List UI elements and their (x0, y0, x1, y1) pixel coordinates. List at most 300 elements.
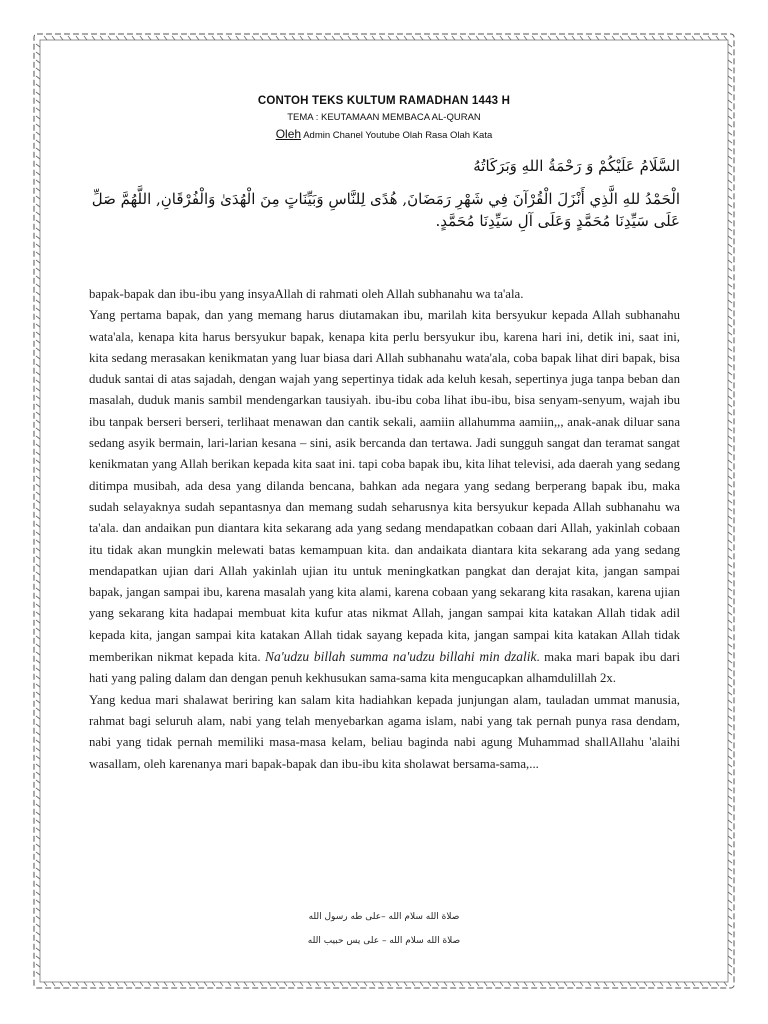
border-tick (684, 982, 687, 986)
border-tick (76, 36, 79, 40)
border-tick (244, 36, 247, 40)
border-tick (728, 340, 732, 343)
border-tick (36, 44, 40, 47)
border-tick (36, 452, 40, 455)
border-tick (156, 982, 159, 986)
border-tick (588, 982, 591, 986)
border-tick (540, 982, 543, 986)
border-tick (36, 524, 40, 527)
border-tick (728, 668, 732, 671)
border-tick (728, 468, 732, 471)
border-tick (36, 724, 40, 727)
border-tick (676, 36, 679, 40)
border-tick (728, 556, 732, 559)
border-tick (436, 982, 439, 986)
border-tick (500, 982, 503, 986)
border-tick (728, 732, 732, 735)
border-tick (36, 900, 40, 903)
border-tick (728, 836, 732, 839)
border-tick (572, 982, 575, 986)
border-tick (36, 588, 40, 591)
border-tick (484, 982, 487, 986)
border-tick (728, 948, 732, 951)
border-tick (188, 982, 191, 986)
border-tick (36, 844, 40, 847)
border-tick (36, 692, 40, 695)
border-tick (728, 852, 732, 855)
border-tick (68, 982, 71, 986)
border-tick (244, 982, 247, 986)
border-tick (340, 36, 343, 40)
border-tick (36, 820, 40, 823)
border-tick (728, 548, 732, 551)
border-tick (728, 108, 732, 111)
border-tick (36, 772, 40, 775)
border-tick (36, 596, 40, 599)
border-tick (684, 36, 687, 40)
border-tick (60, 982, 63, 986)
border-tick (728, 932, 732, 935)
border-tick (668, 36, 671, 40)
border-tick (596, 982, 599, 986)
border-tick (36, 164, 40, 167)
border-tick (728, 660, 732, 663)
border-tick (100, 982, 103, 986)
border-tick (36, 676, 40, 679)
border-tick (404, 36, 407, 40)
border-tick (692, 982, 695, 986)
border-tick (728, 620, 732, 623)
border-tick (580, 982, 583, 986)
border-tick (36, 156, 40, 159)
border-tick (728, 492, 732, 495)
border-tick (36, 828, 40, 831)
border-tick (660, 982, 663, 986)
border-tick (728, 172, 732, 175)
border-tick (728, 884, 732, 887)
border-tick (728, 452, 732, 455)
border-tick (36, 484, 40, 487)
border-tick (396, 982, 399, 986)
border-tick (36, 876, 40, 879)
border-tick (36, 436, 40, 439)
border-tick (728, 796, 732, 799)
border-tick (728, 44, 732, 47)
border-tick (728, 604, 732, 607)
border-tick (728, 820, 732, 823)
border-tick (260, 982, 263, 986)
border-tick (728, 276, 732, 279)
border-tick (396, 36, 399, 40)
border-tick (728, 516, 732, 519)
border-tick (556, 982, 559, 986)
border-tick (728, 148, 732, 151)
border-tick (212, 982, 215, 986)
border-tick (36, 332, 40, 335)
border-tick (36, 668, 40, 671)
border-tick (36, 300, 40, 303)
border-tick (36, 68, 40, 71)
border-tick (36, 868, 40, 871)
border-tick (620, 982, 623, 986)
border-tick (36, 756, 40, 759)
border-tick (36, 420, 40, 423)
border-tick (388, 36, 391, 40)
border-tick (260, 36, 263, 40)
border-tick (36, 324, 40, 327)
border-tick (36, 748, 40, 751)
border-tick (204, 982, 207, 986)
border-tick (44, 36, 47, 40)
border-tick (728, 524, 732, 527)
border-tick (36, 468, 40, 471)
border-tick (728, 356, 732, 359)
border-tick (548, 36, 551, 40)
arabic-praise: الْحَمْدُ للهِ الَّذِي أَنْزَلَ الْقُرْآنَ فِي شَهْرِ رَمَضَانَ, هُدًى لِلنَّاسِ وَبَيِّنَاتٍ مِنَ الْهُدَىٰ وَالْفُرْقَانِ, اللَّهُمَّ صَلِّ عَلَى سَيِّدِنَا مُحَمَّدٍ وَعَلَى آلِ سَيِّدِنَا مُحَمَّدٍ. (91, 190, 680, 230)
border-tick (36, 260, 40, 263)
border-tick (388, 982, 391, 986)
border-tick (36, 604, 40, 607)
border-tick (728, 500, 732, 503)
border-tick (728, 780, 732, 783)
border-tick (628, 982, 631, 986)
border-tick (728, 844, 732, 847)
border-tick (728, 388, 732, 391)
border-tick (52, 982, 55, 986)
border-tick (196, 36, 199, 40)
border-tick (36, 460, 40, 463)
border-tick (36, 924, 40, 927)
border-tick (728, 692, 732, 695)
border-tick (332, 982, 335, 986)
border-tick (132, 36, 135, 40)
border-tick (36, 404, 40, 407)
border-tick (36, 532, 40, 535)
border-tick (300, 982, 303, 986)
border-tick (196, 982, 199, 986)
border-tick (36, 52, 40, 55)
border-tick (728, 444, 732, 447)
border-tick (180, 36, 183, 40)
border-tick (484, 36, 487, 40)
border-tick (324, 36, 327, 40)
border-tick (728, 764, 732, 767)
border-tick (36, 340, 40, 343)
border-tick (36, 812, 40, 815)
border-tick (636, 982, 639, 986)
border-tick (180, 982, 183, 986)
border-tick (36, 788, 40, 791)
border-tick (728, 164, 732, 167)
border-tick (172, 982, 175, 986)
border-tick (36, 108, 40, 111)
border-tick (728, 212, 732, 215)
border-tick (728, 292, 732, 295)
border-tick (532, 982, 535, 986)
border-tick (36, 228, 40, 231)
border-tick (52, 36, 55, 40)
border-tick (728, 220, 732, 223)
border-tick (724, 36, 727, 40)
border-tick (36, 540, 40, 543)
border-tick (452, 982, 455, 986)
border-tick (276, 982, 279, 986)
border-tick (524, 36, 527, 40)
border-tick (36, 948, 40, 951)
border-tick (644, 36, 647, 40)
border-tick (532, 36, 535, 40)
border-tick (728, 60, 732, 63)
border-tick (444, 36, 447, 40)
border-tick (172, 36, 175, 40)
border-tick (444, 982, 447, 986)
border-tick (116, 982, 119, 986)
border-tick (92, 982, 95, 986)
border-tick (36, 572, 40, 575)
border-tick (412, 982, 415, 986)
border-tick (316, 36, 319, 40)
border-tick (36, 892, 40, 895)
border-tick (36, 556, 40, 559)
border-tick (564, 982, 567, 986)
italic-phrase: Na'udzu billah summa na'udzu billahi min dzalik (265, 649, 537, 665)
border-tick (36, 220, 40, 223)
border-tick (612, 982, 615, 986)
border-tick (36, 764, 40, 767)
border-tick (580, 36, 583, 40)
arabic-greeting: السَّلَامُ عَلَيْكُمْ وَ رَحْمَةُ اللهِ وَبَرَكَاتُهُ (473, 157, 680, 175)
border-tick (468, 36, 471, 40)
border-tick (728, 244, 732, 247)
border-tick (308, 982, 311, 986)
border-tick (36, 644, 40, 647)
border-tick (652, 36, 655, 40)
border-tick (728, 476, 732, 479)
border-tick (728, 684, 732, 687)
border-tick (36, 740, 40, 743)
border-tick (36, 188, 40, 191)
document-author (0, 127, 768, 141)
border-tick (728, 324, 732, 327)
document-theme: TEMA : KEUTAMAAN MEMBACA AL-QURAN (287, 112, 481, 123)
border-tick (728, 924, 732, 927)
border-tick (36, 564, 40, 567)
border-tick (516, 982, 519, 986)
border-tick (728, 316, 732, 319)
border-tick (36, 956, 40, 959)
border-tick (728, 828, 732, 831)
border-tick (728, 428, 732, 431)
border-tick (668, 982, 671, 986)
border-tick (728, 956, 732, 959)
border-tick (36, 292, 40, 295)
border-tick (36, 652, 40, 655)
border-tick (716, 36, 719, 40)
border-tick (728, 748, 732, 751)
border-tick (36, 372, 40, 375)
border-tick (728, 972, 732, 975)
border-tick (308, 36, 311, 40)
border-tick (164, 36, 167, 40)
border-tick (548, 982, 551, 986)
border-tick (348, 36, 351, 40)
border-tick (516, 36, 519, 40)
author-value: Admin Chanel Youtube Olah Rasa Olah Kata (301, 130, 493, 141)
border-tick (728, 772, 732, 775)
border-tick (36, 196, 40, 199)
border-tick (36, 180, 40, 183)
border-tick (356, 36, 359, 40)
border-tick (36, 396, 40, 399)
border-tick (728, 252, 732, 255)
border-tick (508, 982, 511, 986)
body-text (89, 284, 680, 775)
border-tick (708, 982, 711, 986)
border-tick (476, 982, 479, 986)
border-tick (36, 364, 40, 367)
border-tick (124, 982, 127, 986)
border-tick (728, 908, 732, 911)
salawat-line-2: صلاة الله سلام الله – على يس حبيب الله (307, 936, 461, 946)
border-tick (36, 428, 40, 431)
border-tick (728, 52, 732, 55)
border-tick (148, 982, 151, 986)
border-tick (36, 684, 40, 687)
border-tick (728, 508, 732, 511)
border-tick (700, 36, 703, 40)
paragraph-opening: bapak-bapak dan ibu-ibu yang insyaAllah di rahmati oleh Allah subhanahu wa ta'ala. (89, 287, 524, 301)
border-tick (420, 36, 423, 40)
border-tick (36, 780, 40, 783)
author-label: Oleh (275, 127, 302, 141)
border-tick (588, 36, 591, 40)
border-tick (380, 36, 383, 40)
border-tick (728, 644, 732, 647)
border-tick (724, 982, 727, 986)
border-tick (728, 204, 732, 207)
border-tick (236, 982, 239, 986)
border-tick (728, 724, 732, 727)
border-tick (36, 412, 40, 415)
document-title: CONTOH TEKS KULTUM RAMADHAN 1443 H (257, 95, 511, 107)
salawat-line-1: صلاة الله سلام الله –على طه رسول الله (308, 912, 460, 922)
border-tick (436, 36, 439, 40)
paragraph-second-point: Yang kedua mari shalawat beriring kan salam kita hadiahkan kepada junjungan alam, tauladan ummat manusia, rahmat bagi seluruh alam, nabi yang telah menyebarkan agama islam, nabi yang tak pernah punya rasa dendam, nabi yang tidak pernah memiliki masa-masa kelam, beliau baginda nabi agung Muhammad shallAllahu 'alaihi wasallam, oleh karenanya mari bapak-bapak dan ibu-ibu kita sholawat bersama-sama,... (89, 692, 680, 771)
border-tick (36, 612, 40, 615)
border-tick (492, 36, 495, 40)
border-tick (728, 564, 732, 567)
border-tick (268, 982, 271, 986)
border-tick (228, 36, 231, 40)
border-tick (728, 412, 732, 415)
border-tick (332, 36, 335, 40)
border-tick (36, 316, 40, 319)
border-tick (36, 444, 40, 447)
border-tick (36, 252, 40, 255)
border-tick (36, 308, 40, 311)
border-tick (524, 982, 527, 986)
border-tick (628, 36, 631, 40)
border-tick (728, 860, 732, 863)
border-tick (36, 580, 40, 583)
border-tick (36, 700, 40, 703)
border-tick (564, 36, 567, 40)
border-tick (572, 36, 575, 40)
border-tick (644, 982, 647, 986)
border-tick (364, 36, 367, 40)
border-tick (36, 548, 40, 551)
border-tick (728, 812, 732, 815)
border-tick (372, 36, 375, 40)
border-tick (36, 908, 40, 911)
border-tick (728, 84, 732, 87)
border-tick (36, 860, 40, 863)
border-tick (36, 628, 40, 631)
border-tick (620, 36, 623, 40)
border-tick (728, 460, 732, 463)
border-tick (252, 36, 255, 40)
border-tick (728, 236, 732, 239)
border-tick (140, 982, 143, 986)
border-tick (500, 36, 503, 40)
border-tick (84, 982, 87, 986)
border-tick (492, 982, 495, 986)
border-tick (348, 982, 351, 986)
border-tick (728, 580, 732, 583)
border-tick (284, 36, 287, 40)
border-tick (36, 284, 40, 287)
border-tick (728, 68, 732, 71)
border-tick (412, 36, 415, 40)
border-tick (728, 436, 732, 439)
border-tick (728, 572, 732, 575)
border-tick (728, 180, 732, 183)
border-tick (476, 36, 479, 40)
border-tick (36, 884, 40, 887)
border-tick (36, 380, 40, 383)
border-tick (36, 268, 40, 271)
border-tick (728, 372, 732, 375)
border-tick (36, 636, 40, 639)
border-tick (636, 36, 639, 40)
border-tick (36, 388, 40, 391)
border-tick (124, 36, 127, 40)
border-tick (728, 628, 732, 631)
border-tick (728, 716, 732, 719)
border-tick (140, 36, 143, 40)
paragraph-first-text: Yang pertama bapak, dan yang memang harus diutamakan ibu, marilah kita bersyukur kepada Allah subhanahu wata'ala, kenapa kita harus bersyukur bapak, kenapa kita perlu bersyukur ibu, karena hari ini, detik ini, saat ini, kita sedang merasakan kenikmatan yang luar biasa dari Allah subhanahu wata'ala, coba bapak lihat diri bapak, bisa duduk santai di atas sajadah, dengan wajah yang sepertinya tidak ada keluh kesah, sepertinya juga tanpa beban dan masalah, duduk manis sambil mendengarkan tausiyah. ibu-ibu coba lihat ibu-ibu, bisa senyam-senyum, wajah ibu ibu tanpak berseri berseri, terlihaat menawan dan cantik sekali, aamiin allahumma aamiin,,, anak-anak diluar sana sedang asyik bermain, lari-larian kesana – sini, asik bercanda dan tertawa. Jadi sungguh sangat dan teramat sangat kenikmatan yang Allah berikan kepada kita saat ini. tapi coba bapak ibu, kita lihat televisi, ada daerah yang sedang ditimpa musibah, ada desa yang dilanda bencana, bahkan ada negara yang sedang berperang bapak ibu, maka sudah selayaknya sudah sepantasnya dan memang sudah seharusnya kita bersyukur kepada Allah subhanahu wa ta'ala. dan andaikan pun diantara kita sekarang ada yang sedang mendapatkan cobaan dari Allah, yakinlah cobaan itu tidak akan mungkin melewati batas kemampuan kita. dan andaikata diantara kita sekarang ada yang sedang mendapatkan ujian dari Allah yakinlah ujian itu untuk meningkatkan pangkat dan derajat kita, jangan sampai bapak, jangan sampai ibu, karena masalah yang kita alami, karena cobaan yang sekarang kita rasakan, karena ujian yang sekarang kita hadapai membuat kita kufur atas nikmat Allah, jangan sampai kita katakan Allah tidak adil kepada kita, jangan sampai kita katakan Allah tidak sayang kepada kita, jangan sampai kita katakan Allah tidak memberikan nikmat kepada kita. (89, 308, 680, 665)
border-tick (36, 348, 40, 351)
border-tick (728, 596, 732, 599)
border-tick (108, 36, 111, 40)
border-tick (276, 36, 279, 40)
border-tick (324, 982, 327, 986)
border-tick (404, 982, 407, 986)
border-tick (460, 36, 463, 40)
border-tick (728, 364, 732, 367)
border-tick (728, 708, 732, 711)
border-tick (508, 36, 511, 40)
border-tick (372, 982, 375, 986)
border-tick (728, 380, 732, 383)
border-tick (36, 76, 40, 79)
border-tick (116, 36, 119, 40)
border-tick (604, 36, 607, 40)
border-tick (728, 756, 732, 759)
border-tick (36, 516, 40, 519)
border-tick (36, 244, 40, 247)
border-tick (728, 876, 732, 879)
